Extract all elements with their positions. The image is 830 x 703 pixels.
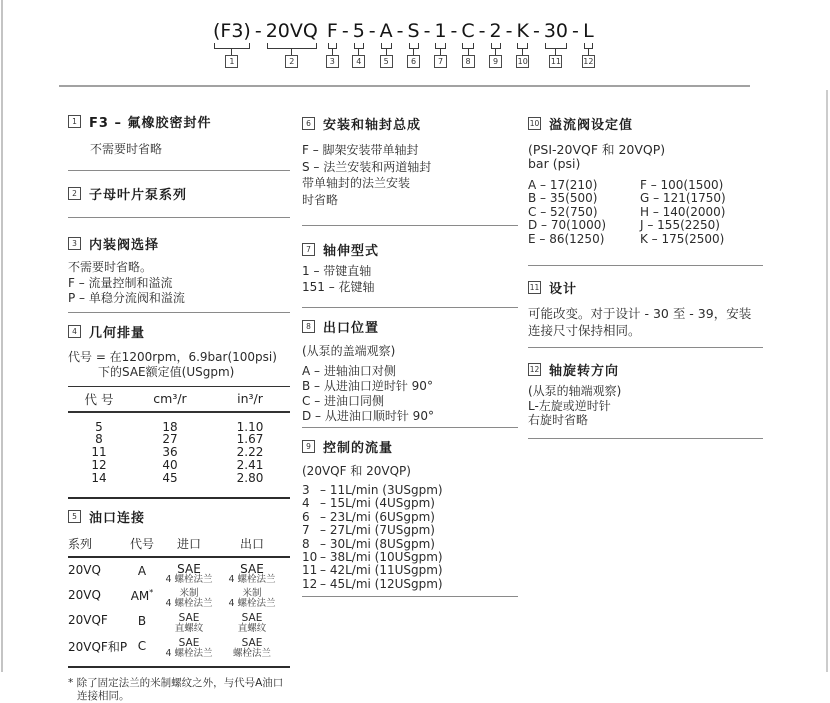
flow-code: 6 — [302, 509, 310, 524]
section-number-box: 12 — [529, 365, 540, 375]
code-text: F — [326, 20, 338, 42]
section-title: 轴旋转方向 — [549, 364, 620, 380]
section-divider — [68, 217, 290, 218]
section-title: 设计 — [549, 282, 578, 298]
code-dash: - — [450, 20, 458, 42]
code-segment-2 — [265, 20, 319, 68]
outlet-sub: 4 螺栓法兰 — [228, 598, 276, 610]
flow-code: 7 — [302, 523, 310, 538]
inlet-main: SAE — [178, 612, 200, 625]
section-divider — [528, 438, 763, 439]
section-title: 出口位置 — [323, 321, 380, 336]
cell-in3: 2.41 — [236, 458, 264, 473]
table-row — [68, 613, 290, 638]
code-segment-3 — [326, 20, 339, 68]
table-rule — [68, 556, 290, 558]
list-item — [302, 511, 518, 524]
section-note: bar (psi) — [528, 156, 581, 171]
list-item: S – 法兰安装和两道轴封 — [302, 159, 432, 174]
code-segment-11 — [543, 20, 569, 68]
code-ref-box: 12 — [583, 57, 594, 66]
section-header — [68, 112, 290, 131]
inlet-main: SAE — [177, 562, 201, 577]
cell-inlet — [154, 588, 224, 610]
section-header — [528, 360, 763, 379]
list-item — [302, 538, 518, 551]
section-1 — [68, 112, 290, 157]
list-item: P – 单稳分流阀和溢流 — [68, 291, 185, 305]
section-divider — [302, 427, 518, 428]
list-item: 右旋时省略 — [528, 413, 589, 428]
code-dash: - — [341, 20, 349, 42]
cell-series: 20VQ — [68, 563, 101, 578]
flow-value: – 38L/mi (10USgpm) — [320, 550, 443, 565]
code-dash: - — [478, 20, 486, 42]
section-8 — [302, 317, 518, 424]
flow-list — [302, 484, 518, 591]
section-2 — [68, 184, 290, 203]
flow-value: – 45L/mi (12USgpm) — [320, 576, 443, 591]
footnote-line: 连接相同。 — [77, 690, 130, 703]
code-text: S — [407, 20, 420, 42]
cell-cm3: 36 — [162, 445, 178, 460]
cell-cm3: 45 — [162, 471, 178, 486]
inlet-sub: 直螺纹 — [174, 623, 204, 635]
cell-outlet — [224, 588, 280, 610]
list-item: 1 – 带键直轴 — [302, 264, 372, 278]
code-ref-box: 11 — [550, 57, 561, 66]
section-3 — [68, 234, 290, 307]
flow-value: – 42L/mi (11USgpm) — [320, 563, 443, 578]
section-header — [68, 234, 290, 253]
code-text: 5 — [352, 20, 365, 42]
code-dash: - — [505, 20, 513, 42]
code-segment-5 — [379, 20, 394, 68]
list-item: K – 175(2500) — [640, 231, 725, 246]
section-5 — [68, 507, 290, 703]
inlet-sub: 4 螺栓法兰 — [165, 648, 213, 660]
section-header — [528, 278, 763, 297]
body-text: 连接尺寸保持相同。 — [528, 323, 641, 339]
section-header — [302, 437, 518, 456]
column-header: 出口 — [239, 537, 264, 552]
footnote — [68, 677, 290, 703]
section-divider — [68, 312, 290, 313]
code-ref-box: 1 — [225, 55, 238, 68]
column-right — [528, 104, 763, 439]
inlet-sub: 4 螺栓法兰 — [165, 574, 213, 586]
table-row — [68, 563, 290, 588]
list-item: J – 155(2250) — [640, 218, 720, 233]
list-item: B – 35(500) — [528, 191, 598, 206]
cell-code: 12 — [91, 458, 107, 473]
section-body-line: 不需要时省略 — [90, 142, 163, 156]
code-text: C — [461, 20, 475, 42]
section-title: 几何排量 — [89, 325, 146, 341]
list-item: (从泵的轴端观察) — [528, 384, 622, 399]
section-4 — [68, 322, 290, 500]
section-divider — [68, 170, 290, 171]
list-item: 不需要时省略。 — [68, 260, 153, 274]
list-item — [302, 564, 518, 577]
column-header: 系列 — [68, 537, 93, 552]
code-ref-box: 5 — [380, 55, 393, 68]
section-header — [302, 114, 518, 133]
section-12 — [528, 360, 763, 428]
cell-outlet — [224, 638, 280, 660]
cell-code: 14 — [91, 471, 107, 486]
code-ref-box: 2 — [285, 55, 298, 68]
port-table-header — [68, 535, 290, 552]
table-header-row — [68, 387, 290, 413]
section-10 — [528, 114, 763, 246]
list-item: D – 70(1000) — [528, 218, 607, 233]
section-number-box: 4 — [68, 325, 81, 338]
section-note: (从泵的盖端观察) — [302, 344, 396, 358]
cell-in3: 2.80 — [236, 471, 264, 486]
section-body — [302, 364, 518, 424]
flow-code: 12 — [302, 576, 318, 591]
cell-code: 11 — [91, 445, 107, 460]
page-right-edge — [826, 90, 828, 672]
code-text: 30 — [543, 20, 568, 42]
list-item: F – 脚架安装带单轴封 — [302, 143, 419, 157]
code-ref-box: 3 — [326, 55, 339, 68]
cell-outlet — [224, 613, 280, 635]
outlet-sub: 螺栓法兰 — [232, 648, 271, 660]
outlet-sub: 直螺纹 — [237, 623, 267, 635]
flow-value: – 23L/mi (6USgpm) — [320, 509, 435, 524]
cell-cm3: 40 — [162, 458, 178, 473]
section-header — [528, 114, 763, 133]
section-note: (20VQF 和 20VQP) — [302, 464, 411, 478]
cell-code: C — [137, 639, 147, 654]
displacement-table — [68, 386, 290, 498]
cell-outlet — [224, 563, 280, 586]
list-item — [302, 551, 518, 564]
section-header — [302, 240, 518, 259]
code-ref-box: 4 — [352, 55, 365, 68]
section-9 — [302, 437, 518, 591]
section-number-box: 5 — [68, 510, 81, 523]
model-code-diagram — [212, 20, 595, 68]
list-item: L-左旋或逆时针 — [528, 398, 611, 413]
cell-inlet — [154, 613, 224, 635]
code-segment-10 — [515, 20, 529, 68]
inlet-sub: 4 螺栓法兰 — [165, 598, 213, 610]
intro-line: 下的SAE额定值(USgpm) — [98, 364, 235, 379]
section-title: 油口连接 — [89, 511, 146, 527]
list-item: G – 121(1750) — [640, 191, 726, 206]
flow-value: – 11L/min (3USgpm) — [320, 483, 443, 497]
section-body — [528, 305, 763, 339]
flow-value: – 15L/mi (4USgpm) — [320, 496, 435, 511]
cell-in3: 1.10 — [236, 419, 264, 434]
code-text: 2 — [489, 20, 502, 42]
body-text: 可能改变。对于设计 - 30 至 - 39，安装 — [528, 306, 752, 322]
section-body — [302, 264, 518, 295]
code-segment-7 — [433, 20, 447, 68]
section-body — [68, 350, 290, 380]
outlet-main: SAE — [240, 562, 264, 577]
intro-line: 代号 = 在1200rpm，6.9bar(100psi) — [68, 349, 277, 364]
outlet-main: SAE — [241, 637, 263, 650]
table-bottom-rule — [68, 497, 290, 499]
section-number-box: 2 — [68, 187, 81, 200]
table-bottom-rule — [68, 666, 290, 668]
code-text: (F3) — [213, 20, 251, 42]
list-item: 151 – 花键轴 — [302, 279, 375, 294]
section-number-box: 11 — [529, 283, 540, 293]
code-ref-box: 9 — [489, 55, 502, 68]
table-row — [68, 472, 290, 485]
flow-code: 10 — [302, 550, 318, 565]
section-number-box: 6 — [302, 117, 315, 130]
section-body — [528, 384, 763, 428]
code-ref-box: 10 — [517, 57, 528, 66]
code-dash: - — [572, 20, 579, 42]
code-ref-box: 6 — [407, 55, 420, 68]
section-6 — [302, 114, 518, 208]
section-number-box: 9 — [302, 440, 315, 453]
port-table-body — [68, 563, 290, 663]
section-number-box: 10 — [529, 119, 540, 128]
list-item: E – 86(1250) — [528, 231, 605, 246]
cell-inlet — [154, 638, 224, 660]
cell-cm3: 18 — [162, 419, 178, 434]
code-dash: - — [423, 20, 431, 42]
section-body — [302, 142, 518, 208]
code-segment-6 — [407, 20, 421, 68]
section-header — [68, 184, 290, 203]
list-item: 带单轴封的法兰安装 — [302, 176, 411, 190]
code-segment-12 — [582, 20, 595, 68]
code-segment-4 — [352, 20, 366, 68]
section-title: 内装阀选择 — [89, 238, 160, 253]
flow-value: – 30L/mi (8USgpm) — [320, 536, 435, 551]
code-text: 1 — [434, 20, 447, 42]
cell-code: AM* — [130, 588, 154, 604]
code-text: A — [379, 20, 393, 42]
list-item — [302, 578, 518, 591]
code-dash: - — [396, 20, 404, 42]
code-text: 20VQ — [265, 20, 318, 42]
section-divider — [528, 347, 763, 348]
cell-series: 20VQ — [68, 588, 101, 603]
flow-code: 4 — [302, 496, 310, 511]
list-item: A – 进轴油口对侧 — [302, 364, 396, 378]
list-item: F – 流量控制和溢流 — [68, 275, 173, 290]
section-number-box: 8 — [302, 320, 315, 333]
cell-in3: 2.22 — [236, 445, 264, 460]
section-title: 子母叶片泵系列 — [89, 188, 188, 203]
column-header: 代号 — [130, 537, 155, 552]
list-item: B – 从进油口逆时针 90° — [302, 379, 433, 393]
section-header — [68, 507, 290, 526]
section-number-box: 1 — [68, 115, 81, 128]
section-number-box: 7 — [302, 243, 315, 256]
list-item: 时省略 — [302, 192, 339, 207]
outlet-main: 米制 — [242, 588, 262, 600]
pressure-col-left — [528, 179, 640, 246]
list-item — [302, 497, 518, 510]
flow-code: 11 — [302, 563, 318, 578]
section-11 — [528, 278, 763, 339]
cell-code: B — [137, 614, 147, 629]
section-divider — [528, 265, 763, 266]
column-left — [68, 104, 290, 703]
footnote-line: * 除了固定法兰的米制螺纹之外，与代号A油口 — [68, 677, 284, 690]
column-header: cm³/r — [153, 391, 187, 406]
code-text: L — [583, 20, 594, 42]
section-note: (PSI-20VQF 和 20VQP) — [528, 142, 666, 157]
page-left-edge — [1, 0, 3, 672]
list-item — [302, 484, 518, 497]
code-ref-box: 7 — [434, 55, 447, 68]
cell-series: 20VQF和P — [68, 640, 128, 655]
section-header — [302, 317, 518, 336]
column-middle — [302, 104, 518, 597]
list-item: C – 进油口同侧 — [302, 394, 385, 408]
code-segment-1 — [212, 20, 252, 68]
section-number-box: 3 — [68, 237, 81, 250]
table-body — [68, 413, 290, 498]
code-ref-box: 8 — [462, 55, 475, 68]
code-segment-8 — [460, 20, 475, 68]
list-item: C – 52(750) — [528, 204, 598, 219]
cell-cm3: 27 — [162, 432, 178, 447]
code-dash: - — [368, 20, 376, 42]
section-title: 轴伸型式 — [323, 244, 380, 259]
cell-code: A — [137, 564, 147, 579]
code-dash: - — [532, 20, 540, 42]
section-header — [68, 322, 290, 341]
cell-code: 5 — [95, 419, 103, 434]
column-header: 代 号 — [84, 391, 114, 407]
code-text: K — [516, 20, 529, 42]
list-item — [302, 524, 518, 537]
flow-code: 3 — [302, 483, 310, 497]
section-divider — [302, 596, 518, 597]
inlet-main: SAE — [178, 637, 200, 650]
cell-inlet — [154, 563, 224, 586]
pressure-settings — [528, 179, 763, 246]
section-title: 控制的流量 — [323, 441, 394, 456]
section-divider — [302, 225, 518, 226]
outlet-main: SAE — [241, 612, 263, 625]
section-title: 安装和轴封总成 — [323, 118, 422, 133]
flow-code: 8 — [302, 536, 310, 551]
flow-value: – 27L/mi (7USgpm) — [320, 523, 435, 538]
inlet-main: 米制 — [179, 588, 199, 600]
header-divider — [59, 85, 750, 87]
section-title: F3 – 氟橡胶密封件 — [89, 116, 212, 131]
column-header: in³/r — [237, 391, 263, 406]
list-item: H – 140(2000) — [640, 204, 726, 219]
list-item: F – 100(1500) — [640, 178, 724, 192]
column-header: 进口 — [176, 537, 201, 552]
table-row — [68, 638, 290, 663]
section-title: 溢流阀设定值 — [549, 118, 634, 133]
section-7 — [302, 240, 518, 295]
section-body — [68, 260, 290, 307]
cell-in3: 1.67 — [236, 432, 264, 447]
code-dash: - — [254, 20, 262, 42]
pressure-col-right — [640, 179, 763, 246]
list-item: A – 17(210) — [528, 178, 598, 192]
list-item: D – 从进油口顺时针 90° — [302, 409, 434, 423]
table-row — [68, 588, 290, 613]
code-segment-9 — [489, 20, 503, 68]
cell-series: 20VQF — [68, 613, 108, 628]
outlet-sub: 4 螺栓法兰 — [228, 574, 276, 586]
section-divider — [302, 307, 518, 308]
cell-code: 8 — [95, 432, 103, 447]
